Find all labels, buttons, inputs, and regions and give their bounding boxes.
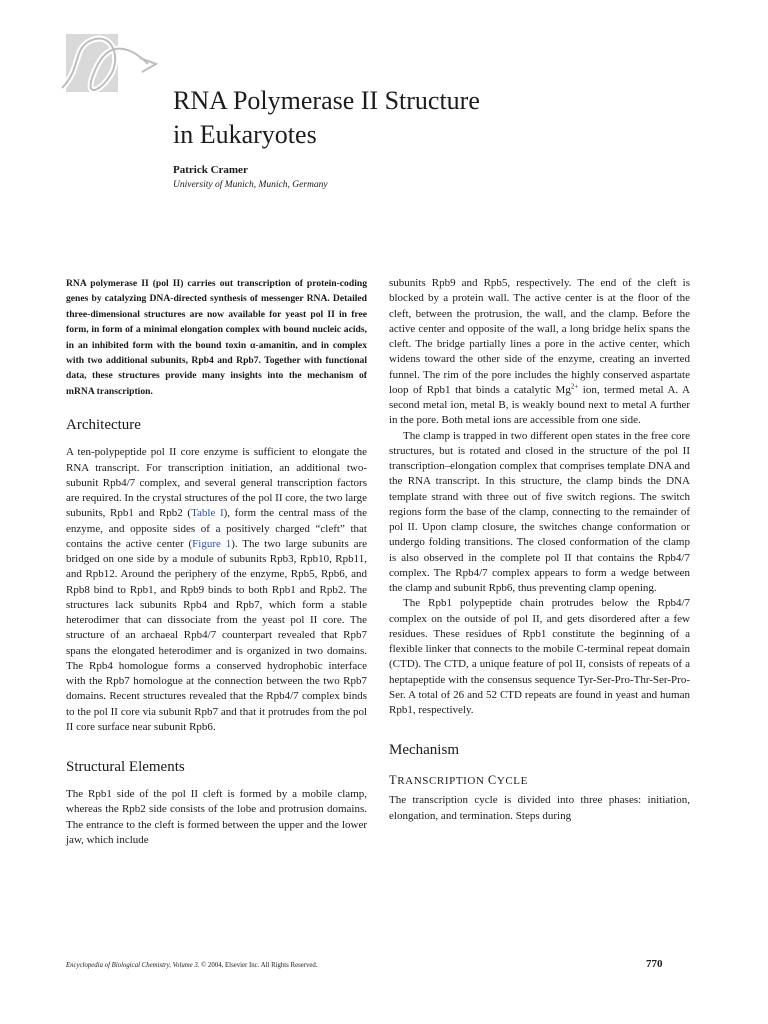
cleft-paragraph: subunits Rpb9 and Rpb5, respectively. The end of the cleft is blocked by a protein wall. The active center is at the floor of the cleft, between the protrusion, the wall, and the clamp. Before the active center and opposite of the wall, a long bridge helix spans the cleft. The bridge partially lines a pore in the active center, which widens toward the other side of the enzyme, creating an inverted funnel. The rim of the pore includes the highly conserved aspartate loop of Rpb1 that binds a catalytic $Mg^{2+}$ ion, termed metal A. A second metal ion, metal B, is weakly bound next to metal A further in the pore. Both metal ions are accessible from one side. [389, 277, 690, 427]
structural-elements-heading: Structural Elements [66, 759, 185, 775]
architecture-heading: Architecture [66, 417, 141, 434]
mechanism-heading: Mechanism [389, 742, 459, 759]
transcription-cycle-subheading: TRANSCRIPTION CYCLE [389, 773, 528, 788]
figure-1-link[interactable]: Figure 1 [192, 537, 232, 550]
architecture-paragraph: A ten-polypeptide pol II core enzyme is sufficient to elongate the RNA transcript. For transcription initiation, an additional two-subunit Rpb4/7 complex, and several general transcription factors are required. In the crystal structures of the pol II core, the two large subunits, Rpb1 and Rpb2 (Table I), form the central mass of the enzyme, and opposite sides of a positively charged “cleft” that contains the active center (Figure 1). The two large subunits are bridged on one side by a module of subunits Rpb3, Rpb10, Rpb11, and Rpb12. Around the periphery of the enzyme, Rpb5, Rpb6, and Rpb8 bind to Rpb1, and Rpb9 binds to both Rpb1 and Rpb2. The structures lack subunits Rpb4 and Rpb7, which form a stable heterodimer that can dissociate from the yeast pol II core. The structure of an archaeal Rpb4/7 counterpart revealed that Rpb7 spans the elongated heterodimer and is organized in two domains. The Rpb4 homologue forms a conserved hydrophobic interface with the Rpb7 homologue at the connection between the two Rpb7 domains. Recent structures revealed that the Rpb4/7 complex binds to the pol II core via subunit Rpb7 and that it protrudes from the pol II core surface near subunit Rpb6. [66, 446, 367, 733]
page-number: 770 [646, 958, 663, 970]
clamp-paragraph: The clamp is trapped in two different open states in the free core structures, but is rotated and closed in the structure of the pol II transcription–elongation complex that comprises template DNA and the RNA transcript. In this structure, the clamp binds the DNA template strand with three out of five switch regions. The switch regions form the base of the clamp, connecting to the remainder of pol II. Upon clamp closure, the switches change conformation or undergo folding transitions. The closed conformation of the clamp is also observed in the complete pol II that contains the Rpb4/7 complex. The Rpb4/7 complex appears to form a wedge between the clamp and subunit Rpb6, thus preventing clamp opening. [389, 429, 690, 594]
structural-elements-paragraph: The Rpb1 side of the pol II cleft is formed by a mobile clamp, whereas the Rpb2 side consists of the lobe and protrusion domains. The entrance to the cleft is formed between the upper and the lower jaw, which include [66, 788, 367, 846]
author-affiliation: University of Munich, Munich, Germany [173, 180, 328, 190]
article-title [173, 84, 693, 152]
abstract: RNA polymerase II (pol II) carries out transcription of protein-coding genes by catalyzing DNA-directed synthesis of messenger RNA. Detailed three-dimensional structures are now available for yeast pol II in free form, in form of a minimal elongation complex with bound nucleic acids, in an inhibited form with the bound toxin α-amanitin, and in complex with two additional subunits, Rpb4 and Rpb7. Together with functional data, these structures provide many insights into the mechanism of mRNA transcription. [66, 278, 367, 397]
left-column [66, 276, 367, 848]
encyclopedia-logo-icon [52, 28, 172, 100]
ctd-paragraph: The Rpb1 polypeptide chain protrudes below the Rpb4/7 complex on the outside of pol II, and gets disordered after a few residues. These residues of Rpb1 constitute the beginning of a flexible linker that connects to the mobile C-terminal repeat domain (CTD). The CTD, a unique feature of pol II, consists of repeats of a heptapeptide with the consensus sequence Tyr-Ser-Pro-Thr-Ser-Pro-Ser. A total of 26 and 52 CTD repeats are found in yeast and human Rpb1, respectively. [389, 597, 690, 716]
superscript-charge: 2+ [570, 382, 579, 391]
right-column [389, 276, 690, 824]
author-name: Patrick Cramer [173, 164, 248, 176]
title-line-1: RNA Polymerase II Structure [173, 86, 480, 115]
transcription-cycle-paragraph: The transcription cycle is divided into three phases: initiation, elongation, and termination. Steps during [389, 794, 690, 822]
table-1-link[interactable]: Table I [191, 507, 224, 520]
footer-citation: Encyclopedia of Biological Chemistry, Volume 3. © 2004, Elsevier Inc. All Rights Reserved. [66, 962, 318, 969]
title-line-2: in Eukaryotes [173, 120, 317, 149]
